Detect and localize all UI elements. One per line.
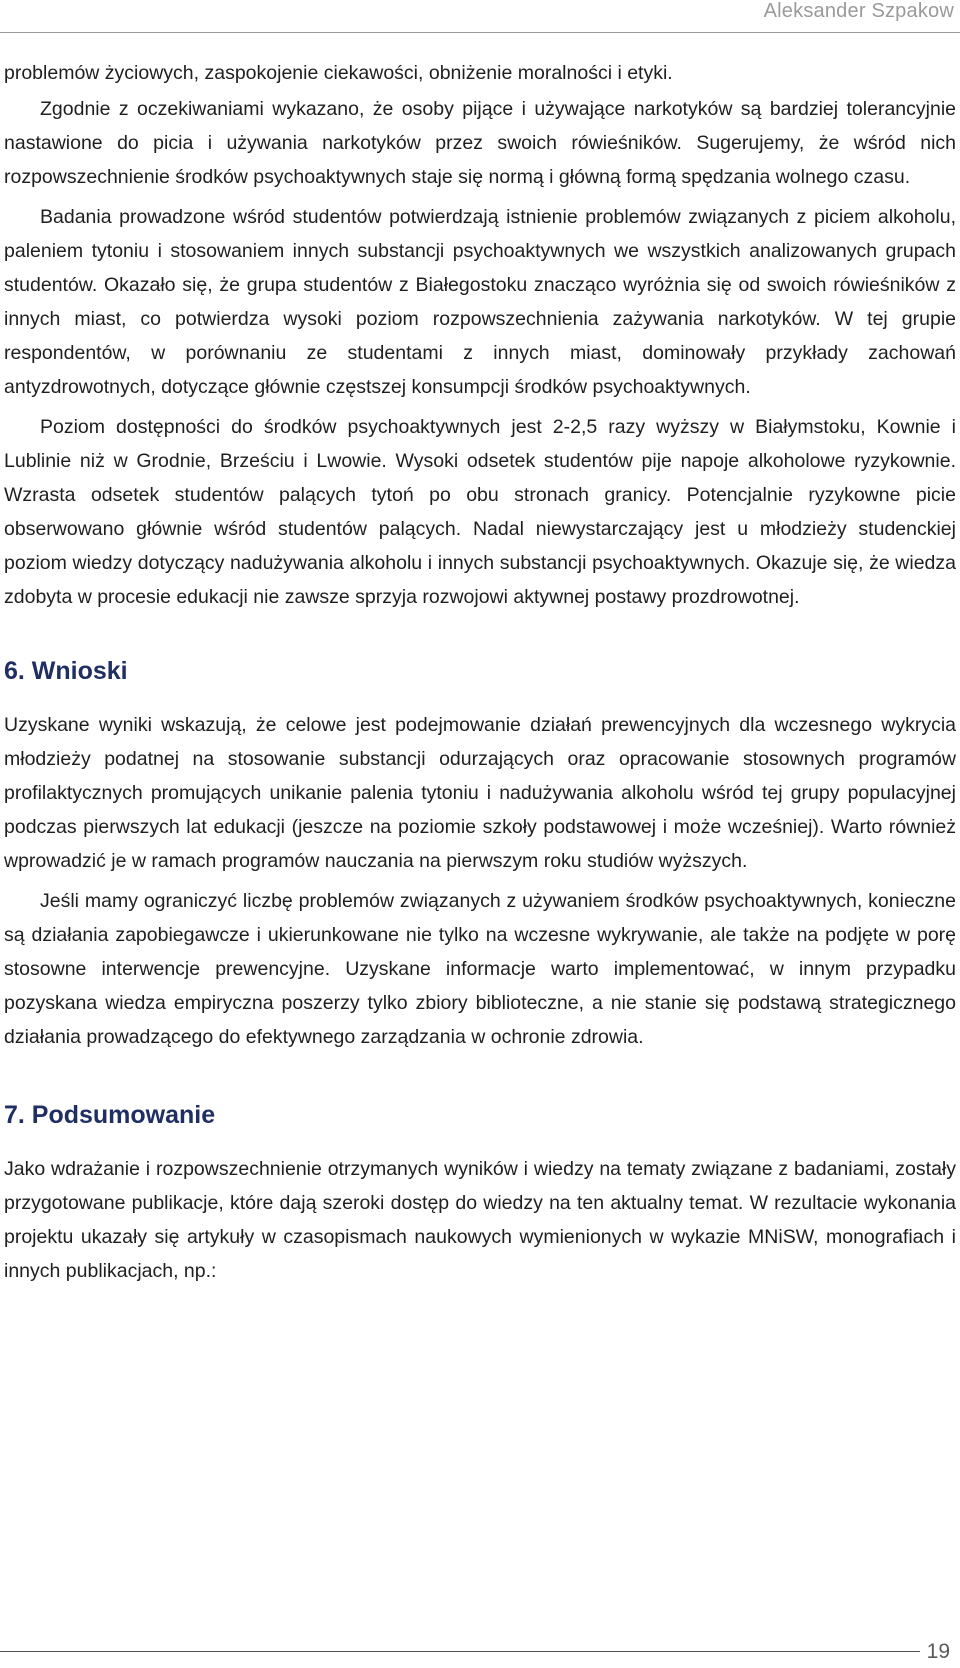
page-body (4, 56, 956, 1294)
page-number: 19 (926, 1640, 950, 1663)
running-header-author: Aleksander Szpakow (763, 0, 954, 22)
page-header (0, 0, 960, 33)
footer-divider (0, 1651, 920, 1652)
body-paragraph: Jeśli mamy ograniczyć liczbę problemów związanych z używaniem środków psychoaktywnych, konieczne są działania zapobiegawcze i ukierunkowane nie tylko na wczesne wykrywanie, ale także na podjęte w porę stosowne interwencje prewencyjne. Uzyskane informacje warto implementować, w innym przypadku pozyskana wiedza empiryczna poszerzy tylko zbiory biblioteczne, a nie stanie się podstawą strategicznego działania prowadzącego do efektywnego zarządzania w ochronie zdrowia. (4, 890, 956, 1048)
body-paragraph: Jako wdrażanie i rozpowszechnienie otrzymanych wyników i wiedzy na tematy związane z badaniami, zostały przygotowane publikacje, które dają szeroki dostęp do wiedzy na ten aktualny temat. W rezultacie wykonania projektu ukazały się artykuły w czasopismach naukowych wymienionych w wykazie MNiSW, monografiach i innych publikacjach, np.: (4, 1158, 956, 1282)
body-paragraph: Zgodnie z oczekiwaniami wykazano, że osoby pijące i używające narkotyków są bardziej tolerancyjnie nastawione do picia i używania narkotyków przez swoich rówieśników. Sugerujemy, że wśród nich rozpowszechnienie środków psychoaktywnych staje się normą i główną formą spędzania wolnego czasu. (4, 98, 956, 188)
body-paragraph: problemów życiowych, zaspokojenie ciekawości, obniżenie moralności i etyki. (4, 62, 673, 84)
body-paragraph: Badania prowadzone wśród studentów potwierdzają istnienie problemów związanych z piciem alkoholu, paleniem tytoniu i stosowaniem innych substancji psychoaktywnych we wszystkich analizowanych grupach studentów. Okazało się, że grupa studentów z Białegostoku znacząco wyróżnia się od swoich rówieśników z innych miast, co potwierdza wysoki poziom rozpowszechnienia zażywania narkotyków. W tej grupie respondentów, w porównaniu ze studentami z innych miast, dominowały przykłady zachowań antyzdrowotnych, dotyczące głównie częstszej konsumpcji środków psychoaktywnych. (4, 206, 956, 398)
header-divider (0, 32, 960, 33)
body-paragraph: Poziom dostępności do środków psychoaktywnych jest 2-2,5 razy wyższy w Białymstoku, Kownie i Lublinie niż w Grodnie, Brześciu i Lwowie. Wysoki odsetek studentów pije napoje alkoholowe ryzykownie. Wzrasta odsetek studentów palących tytoń po obu stronach granicy. Potencjalnie ryzykowne picie obserwowano głównie wśród studentów palących. Nadal niewystarczający jest u młodzieży studenckiej poziom wiedzy dotyczący nadużywania alkoholu i innych substancji psychoaktywnych. Okazuje się, że wiedza zdobyta w procesie edukacji nie zawsze sprzyja rozwojowi aktywnej postawy prozdrowotnej. (4, 416, 956, 608)
section-heading-podsumowanie: 7. Podsumowanie (4, 1101, 216, 1129)
section-heading-wnioski: 6. Wnioski (4, 657, 128, 685)
body-paragraph: Uzyskane wyniki wskazują, że celowe jest podejmowanie działań prewencyjnych dla wczesnego wykrycia młodzieży podatnej na stosowanie substancji odurzających oraz opracowanie stosownych programów profilaktycznych promujących unikanie palenia tytoniu i nadużywania alkoholu wśród tej grupy populacyjnej podczas pierwszych lat edukacji (jeszcze na poziomie szkoły podstawowej i może wcześniej). Warto również wprowadzić je w ramach programów nauczania na pierwszym roku studiów wyższych. (4, 714, 956, 872)
